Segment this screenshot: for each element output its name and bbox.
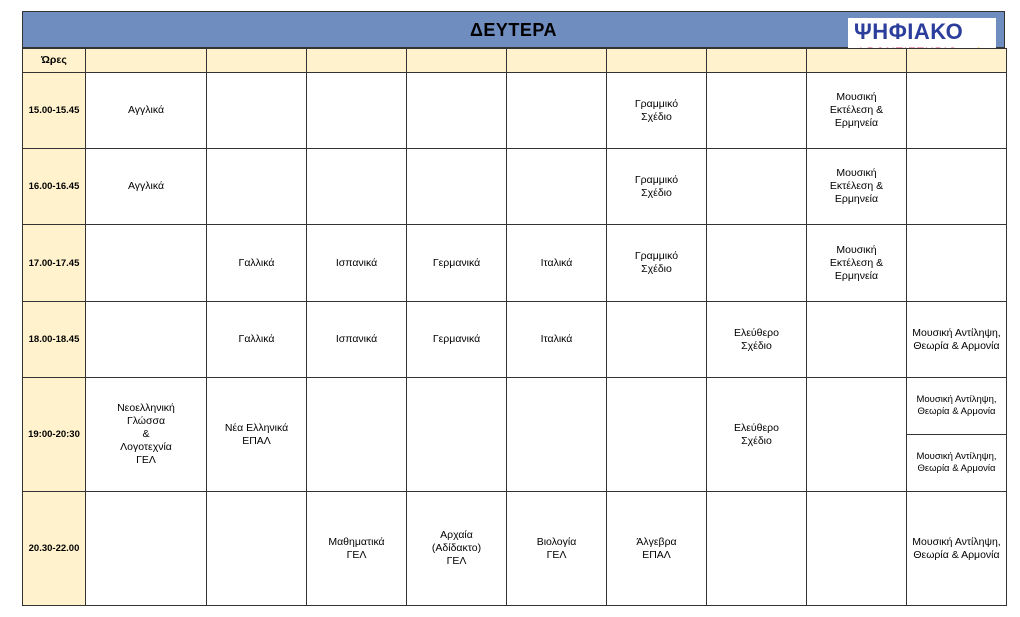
class-cell: Βιολογία ΓΕΛ (507, 492, 607, 606)
class-cell (207, 149, 307, 225)
time-slot: 20.30-22.00 (23, 492, 86, 606)
day-title: ΔΕΥΤΕΡΑ (469, 20, 558, 40)
hours-header: Ώρες (23, 49, 86, 73)
class-cell: Αρχαία (Αδίδακτο) ΓΕΛ (407, 492, 507, 606)
header-cell (86, 49, 207, 73)
class-cell (407, 73, 507, 149)
header-row (23, 49, 1007, 73)
header-cell (907, 49, 1007, 73)
class-cell: Ελεύθερο Σχέδιο (707, 378, 807, 492)
class-cell (907, 149, 1007, 225)
class-cell (807, 378, 907, 492)
class-cell: Αγγλικά (86, 73, 207, 149)
class-cell (707, 73, 807, 149)
class-cell (307, 73, 407, 149)
class-cell (907, 225, 1007, 302)
time-slot: 19:00-20:30 (23, 378, 86, 492)
class-cell: Νεοελληνική Γλώσσα & Λογοτεχνία ΓΕΛ (86, 378, 207, 492)
class-cell: Νέα Ελληνικά ΕΠΑΛ (207, 378, 307, 492)
schedule-row (23, 149, 1007, 225)
header-cell (207, 49, 307, 73)
class-cell (307, 149, 407, 225)
time-slot: 16.00-16.45 (23, 149, 86, 225)
class-cell: Άλγεβρα ΕΠΑΛ (607, 492, 707, 606)
class-cell: Μουσική Εκτέλεση & Ερμηνεία (807, 73, 907, 149)
class-cell (307, 378, 407, 492)
header-cell (507, 49, 607, 73)
class-cell: Αγγλικά (86, 149, 207, 225)
class-cell (607, 302, 707, 378)
class-cell (86, 225, 207, 302)
class-cell: Μουσική Αντίληψη, Θεωρία & Αρμονία (907, 378, 1007, 435)
header-cell (707, 49, 807, 73)
schedule-table (22, 48, 1007, 606)
class-cell: Γερμανικά (407, 302, 507, 378)
class-cell (207, 73, 307, 149)
class-cell: Γραμμικό Σχέδιο (607, 149, 707, 225)
schedule-row (23, 302, 1007, 378)
class-cell: Γραμμικό Σχέδιο (607, 73, 707, 149)
class-cell: Μουσική Εκτέλεση & Ερμηνεία (807, 225, 907, 302)
class-cell: Μουσική Αντίληψη, Θεωρία & Αρμονία (907, 302, 1007, 378)
schedule-row (23, 73, 1007, 149)
class-cell: Μουσική Αντίληψη, Θεωρία & Αρμονία (907, 492, 1007, 606)
class-cell (707, 492, 807, 606)
class-cell (807, 492, 907, 606)
class-cell: Μουσική Αντίληψη, Θεωρία & Αρμονία (907, 435, 1007, 492)
header-cell (407, 49, 507, 73)
class-cell (507, 149, 607, 225)
header-cell (607, 49, 707, 73)
schedule-row (23, 225, 1007, 302)
header-cell (307, 49, 407, 73)
class-cell: Γερμανικά (407, 225, 507, 302)
class-cell: Ιταλικά (507, 225, 607, 302)
class-cell (86, 492, 207, 606)
class-cell (907, 73, 1007, 149)
class-cell (407, 149, 507, 225)
time-slot: 18.00-18.45 (23, 302, 86, 378)
time-slot: 17.00-17.45 (23, 225, 86, 302)
class-cell (607, 378, 707, 492)
class-cell: Γραμμικό Σχέδιο (607, 225, 707, 302)
class-cell: Γαλλικά (207, 225, 307, 302)
class-cell (707, 149, 807, 225)
class-cell: Γαλλικά (207, 302, 307, 378)
class-cell: Ισπανικά (307, 302, 407, 378)
class-cell: Ελεύθερο Σχέδιο (707, 302, 807, 378)
class-cell (807, 302, 907, 378)
class-cell: Ιταλικά (507, 302, 607, 378)
schedule-row (23, 378, 1007, 435)
schedule-row (23, 492, 1007, 606)
class-cell (407, 378, 507, 492)
logo-main-text: ΨΗΦΙΑΚΟ (854, 19, 964, 44)
class-cell (207, 492, 307, 606)
class-cell (86, 302, 207, 378)
class-cell (707, 225, 807, 302)
class-cell (507, 73, 607, 149)
class-cell: Ισπανικά (307, 225, 407, 302)
class-cell: Μουσική Εκτέλεση & Ερμηνεία (807, 149, 907, 225)
header-cell (807, 49, 907, 73)
class-cell (507, 378, 607, 492)
time-slot: 15.00-15.45 (23, 73, 86, 149)
class-cell: Μαθηματικά ΓΕΛ (307, 492, 407, 606)
